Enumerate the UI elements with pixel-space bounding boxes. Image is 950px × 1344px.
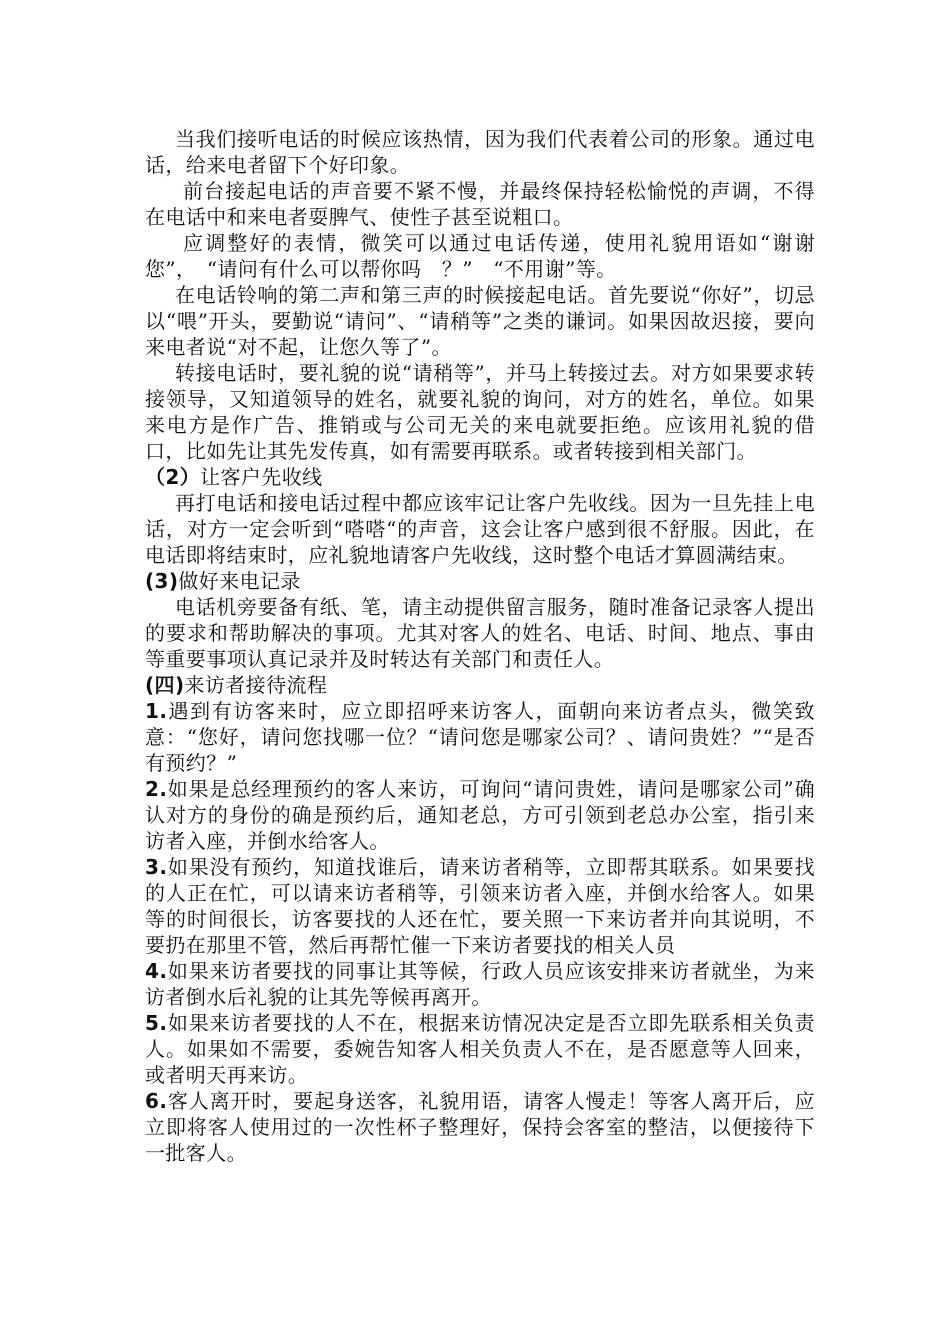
list-item-number: 5. (145, 1011, 168, 1035)
section-heading-call-records (145, 568, 815, 594)
list-item (145, 1088, 815, 1166)
list-item-text: 如果来访者要找的同事让其等候，行政人员应该安排来访者就坐，为来访者倒水后礼貌的让其先等候再离开。 (145, 959, 815, 1009)
list-item-number: 3. (145, 855, 168, 879)
list-item-text: 如果来访者要找的人不在，根据来访情况决定是否立即先联系相关负责人。如果如不需要，委婉告知客人相关负责人不在，是否愿意等人回来，或者明天再来访。 (145, 1011, 815, 1087)
document-body (145, 126, 815, 1166)
paragraph-smile-polite-words: 应调整好的表情，微笑可以通过电话传递，使用礼貌用语如“谢谢您”， “请问有什么可以帮你吗 ？” “不用谢”等。 (145, 231, 815, 281)
section-heading-customer-hangs-up-first (145, 464, 815, 490)
section-number: (四) (145, 673, 185, 697)
list-item (145, 854, 815, 958)
list-item-number: 4. (145, 959, 168, 983)
section-title: 做好来电记录 (178, 569, 301, 593)
list-item-text: 遇到有访客来时，应立即招呼来访客人，面朝向来访者点头，微笑致意：“您好，请问您找哪一位？“请问您是哪家公司？、请问贵姓？”“是否有预约？” (145, 699, 815, 775)
list-item-number: 2. (145, 777, 168, 801)
paragraph-customer-hangs-up-first: 再打电话和接电话过程中都应该牢记让客户先收线。因为一旦先挂上电话，对方一定会听到“嗒嗒“的声音，这会让客户感到很不舒服。因此，在电话即将结束时，应礼貌地请客户先收线，这时整个电话才算圆满结束。 (145, 491, 815, 567)
section-number: (3) (145, 569, 179, 593)
paragraph-voice-tone: 前台接起电话的声音要不紧不慢，并最终保持轻松愉悦的声调，不得在电话中和来电者耍脾气、使性子甚至说粗口。 (145, 179, 815, 229)
section-title: 让客户先收线 (200, 465, 323, 489)
list-item-text: 如果没有预约，知道找谁后，请来访者稍等，立即帮其联系。如果要找的人正在忙，可以请来访者稍等，引领来访者入座，并倒水给客人。如果等的时间很长，访客要找的人还在忙，要关照一下来访者并向其说明，不要扔在那里不管，然后再帮忙催一下来访者要找的相关人员 (145, 855, 815, 957)
list-item (145, 958, 815, 1010)
paragraph-call-records: 电话机旁要备有纸、笔，请主动提供留言服务，随时准备记录客人提出的要求和帮助解决的事项。尤其对客人的姓名、电话、时间、地点、事由等重要事项认真记录并及时转达有关部门和责任人。 (145, 595, 815, 671)
paragraph-answer-warmly: 当我们接听电话的时候应该热情，因为我们代表着公司的形象。通过电话，给来电者留下个好印象。 (145, 127, 815, 177)
section-heading-visitor-reception (145, 672, 815, 698)
list-item (145, 776, 815, 854)
list-item (145, 698, 815, 776)
paragraph-answer-timing: 在电话铃响的第二声和第三声的时候接起电话。首先要说“你好”，切忌以“喂”开头，要勤说“请问”、“请稍等”之类的谦词。如果因故迟接，要向来电者说“对不起，让您久等了”。 (145, 283, 815, 359)
paragraph-transfer-calls: 转接电话时，要礼貌的说“请稍等”，并马上转接过去。对方如果要求转接领导，又知道领导的姓名，就要礼貌的询问，对方的姓名，单位。如果来电方是作广告、推销或与公司无关的来电就要拒绝。应该用礼貌的借口，比如先让其先发传真，如有需要再联系。或者转接到相关部门。 (145, 361, 815, 463)
section-number: （2） (145, 465, 201, 489)
list-item-number: 6. (145, 1089, 168, 1113)
list-item-number: 1. (145, 699, 168, 723)
list-item-text: 如果是总经理预约的客人来访，可询问“请问贵姓，请问是哪家公司”确认对方的身份的确是预约后，通知老总，方可引领到老总办公室，指引来访者入座，并倒水给客人。 (145, 777, 815, 853)
list-item (145, 1010, 815, 1088)
list-item-text: 客人离开时，要起身送客，礼貌用语，请客人慢走！等客人离开后，应立即将客人使用过的一次性杯子整理好，保持会客室的整洁，以便接待下一批客人。 (145, 1089, 815, 1165)
section-title: 来访者接待流程 (184, 673, 328, 697)
